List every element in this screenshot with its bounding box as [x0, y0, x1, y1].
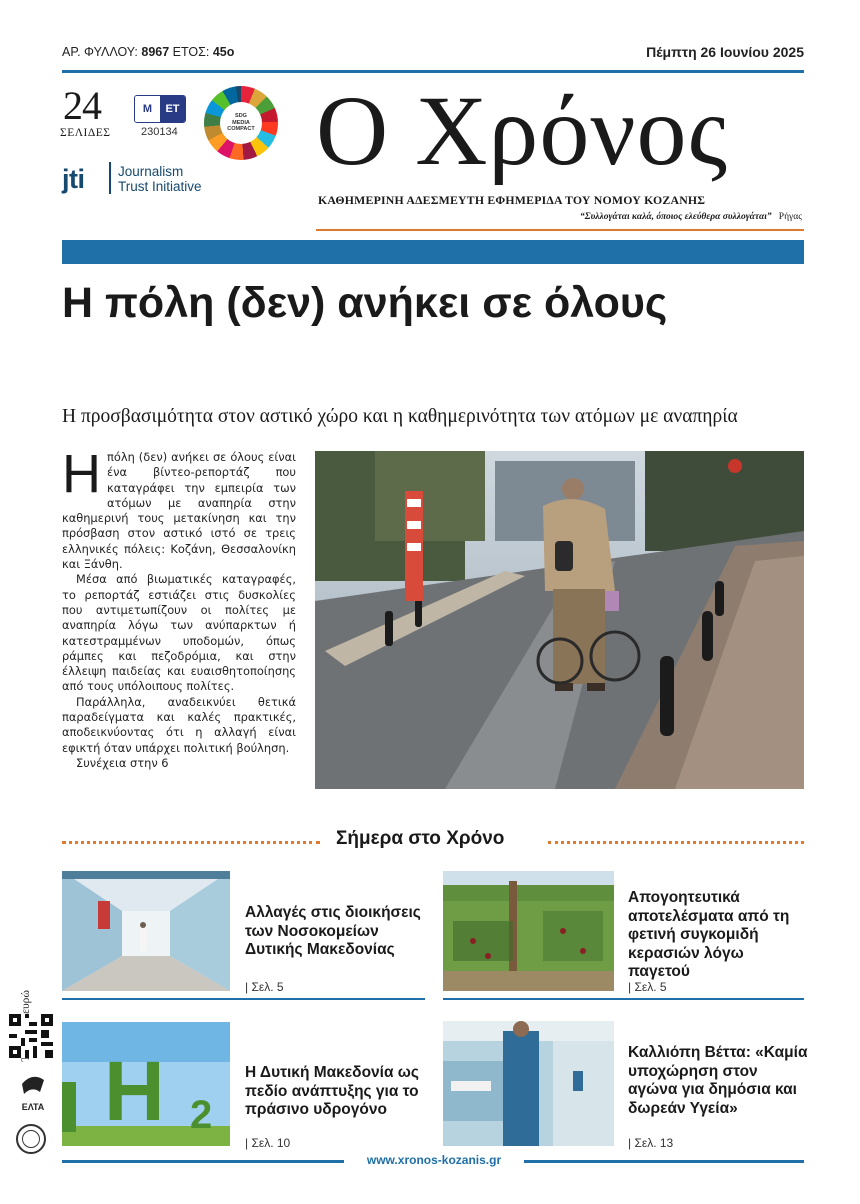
seal-icon [16, 1124, 46, 1154]
year-label: ΕΤΟΣ: [172, 45, 210, 59]
continued-link[interactable]: Συνέχεια στην 6 [76, 755, 169, 770]
card-image-nurse-hospital [443, 1021, 614, 1146]
h2-letter: H [104, 1044, 165, 1138]
card-headline-hydrogen[interactable]: Η Δυτική Μακεδονία ως πεδίο ανάπτυξης για το πράσινο υδρογόνο [245, 1064, 419, 1118]
footer-website-link[interactable]: www.xronos-kozanis.gr [366, 1153, 502, 1167]
dropcap: Η [62, 444, 101, 504]
card-row-separator-left [62, 998, 425, 1000]
masthead-blue-band [62, 240, 804, 264]
price-label [20, 882, 38, 992]
h2-subscript: 2 [190, 1093, 213, 1137]
motto-author: Ρήγας [778, 212, 802, 222]
lead-body [62, 444, 296, 771]
met-m: Μ [135, 96, 160, 122]
met-et: ΕΤ [160, 96, 185, 122]
card-page-hospitals: | Σελ. 5 [245, 980, 284, 994]
card-image-hydrogen [62, 1022, 230, 1146]
card-image-cherry-orchard [443, 871, 614, 991]
lead-paragraph-3: Παράλληλα, αναδεικνύει θετικά παραδείγματα και καλές πρακτικές, αποδεικνύοντας ότι η αλλαγή είναι εφικτή όταν υπάρχει πολιτική βούληση. [62, 694, 296, 755]
card-image-hospital-corridor [62, 871, 230, 991]
card-page-hydrogen: | Σελ. 10 [245, 1136, 291, 1150]
issue-number: 8967 [141, 45, 170, 59]
card-page-cherries: | Σελ. 5 [628, 980, 667, 994]
footer-rule-right [524, 1160, 804, 1163]
lead-deck: Η προσβασιμότητα στον αστικό χώρο και η καθημερινότητα των ατόμων με αναπηρία [62, 406, 738, 427]
motto-quote: “Συλλογάται καλά, όποιος ελεύθερα συλλογάται” [579, 212, 772, 222]
met-registry-number: 230134 [141, 126, 178, 138]
pages-label: ΣΕΛΙΔΕΣ [60, 127, 111, 139]
lead-headline: Η πόλη (δεν) ανήκει σε όλους [62, 279, 668, 327]
sdg-logo-label: SDG MEDIA COMPACT [220, 102, 262, 144]
card-page-vetta: | Σελ. 13 [628, 1136, 674, 1150]
issue-label: ΑΡ. ΦΥΛΛΟΥ: [62, 45, 138, 59]
elta-text: ΕΛΤΑ [21, 1102, 45, 1112]
card-headline-cherries[interactable]: Απογοητευτικά αποτελέσματα από τη φετινή συγκομιδή κερασιών λόγω παγετού [628, 889, 790, 980]
card-headline-vetta[interactable]: Καλλιόπη Βέττα: «Καμία υποχώρηση στον αγώνα για δημόσια και δωρεάν Υγεία» [628, 1044, 808, 1117]
masthead-orange-rule [316, 229, 804, 231]
issue-date: Πέμπτη 26 Ιουνίου 2025 [646, 44, 804, 60]
section-divider-right [548, 841, 804, 844]
qr-code-icon[interactable] [9, 1014, 53, 1058]
pages-count: 24 [63, 83, 101, 128]
lead-paragraph-2: Μέσα από βιωματικές καταγραφές, το ρεπορτάζ εστιάζει στις δυσκολίες που αντιμετωπίζουν οι πολίτες με αναπηρία λόγω των ανύπαρκτων ή κατεστραμμένων υποδομών, όπως ράμπες και πεζοδρόμια, και στην έλλειψη παιδείας και ευαισθητοποίησης από τους υπόλοιπους πολίτες. [62, 572, 296, 694]
elta-logo-icon [16, 1070, 50, 1118]
footer-rule-left [62, 1160, 344, 1163]
card-headline-hospitals[interactable]: Αλλαγές στις διοικήσεις των Νοσοκομείων Δυτικής Μακεδονίας [245, 904, 421, 958]
card-row-separator-right [443, 998, 804, 1000]
year-value: 45ο [212, 45, 235, 59]
motto [580, 212, 802, 222]
jti-divider [109, 162, 111, 194]
newspaper-title: Ο Χρόνος [316, 75, 729, 186]
lead-photo-wheelchair-street [315, 451, 804, 789]
newspaper-subtitle: ΚΑΘΗΜΕΡΙΝΗ ΑΔΕΣΜΕΥΤΗ ΕΦΗΜΕΡΙΔΑ ΤΟΥ ΝΟΜΟΥ ΚΟΖΑΝΗΣ [318, 193, 706, 207]
section-title-today: Σήμερα στο Χρόνο [336, 828, 505, 849]
issue-info [62, 45, 234, 59]
jti-label: Journalism Trust Initiative [118, 164, 202, 194]
lead-paragraph-1: Ηπόλη (δεν) ανήκει σε όλους είναι ένα βίντεο-ρεπορτάζ που καταγράφει την εμπειρία των ατόμων με αναπηρία στην καθημερινή τους μετακίνηση και την πρόσβαση στον αστικό ιστό σε τρεις ελληνικές πόλεις: Κοζάνη, Θεσσαλονίκη και Ξάνθη. [62, 444, 296, 572]
top-rule [62, 70, 804, 73]
met-logo [134, 95, 186, 123]
section-divider-left [62, 841, 320, 844]
jti-logo: jti [62, 164, 85, 194]
